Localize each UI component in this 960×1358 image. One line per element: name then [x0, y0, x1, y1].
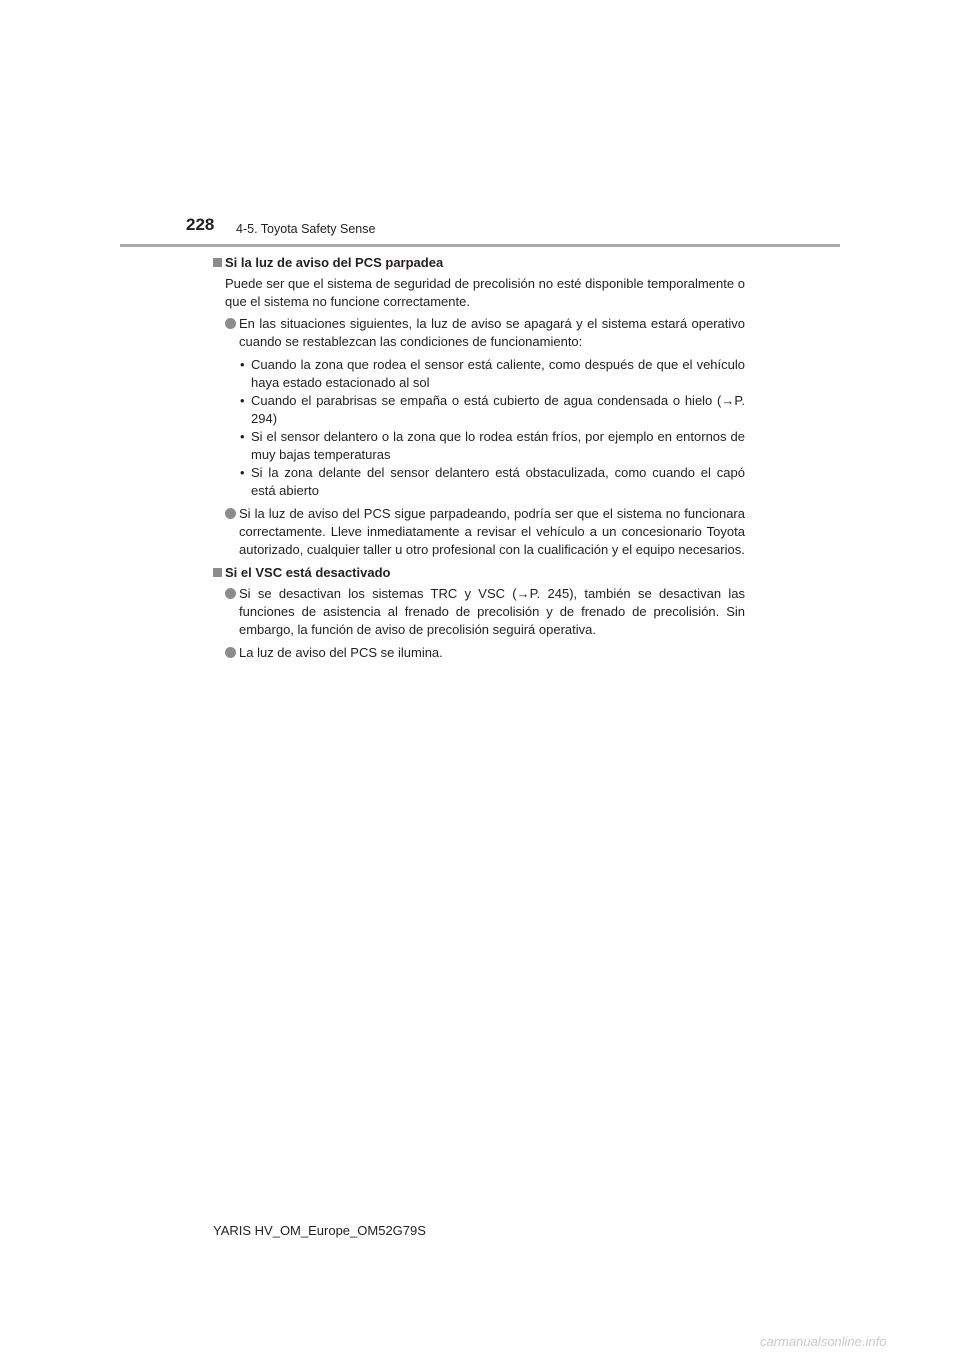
sub-item-text: Si el sensor delantero o la zona que lo rodea están fríos, por ejemplo en entornos de muy bajas temperaturas	[251, 429, 745, 462]
section-title: 4-5. Toyota Safety Sense	[236, 222, 376, 236]
sub-list-item	[239, 428, 745, 464]
list-item	[225, 505, 745, 559]
bullet-text: Si se desactivan los sistemas TRC y VSC (→P. 245), también se desactivan las funciones de asistencia al frenado de precolisión y de frenado de precolisión. Sin embargo, la función de aviso de precolisión seguirá operativa.	[239, 586, 745, 637]
watermark-text: carmanualsonline.info	[760, 1334, 887, 1349]
sub-list-item	[239, 356, 745, 392]
heading-text: Si la luz de aviso del PCS parpadea	[225, 255, 444, 270]
square-bullet-icon	[213, 258, 222, 267]
intro-paragraph: Puede ser que el sistema de seguridad de precolisión no esté disponible temporalmente o que el sistema no funcione correctamente.	[225, 276, 745, 309]
page-number: 228	[186, 215, 215, 234]
sub-bullet-marker: •	[240, 465, 245, 480]
sub-item-text: Cuando la zona que rodea el sensor está caliente, como después de que el vehículo haya estado estacionado al sol	[251, 357, 745, 390]
page-content	[213, 254, 745, 667]
sub-item-text: Cuando el parabrisas se empaña o está cubierto de agua condensada o hielo (→P. 294)	[251, 393, 745, 426]
sub-bullet-marker: •	[240, 357, 245, 372]
bullet-text: La luz de aviso del PCS se ilumina.	[239, 645, 443, 660]
bullet-text: En las situaciones siguientes, la luz de aviso se apagará y el sistema estará operativo cuando se restablezcan las condiciones de funcionamiento:	[239, 316, 745, 349]
document-footer: YARIS HV_OM_Europe_OM52G79S	[213, 1223, 426, 1238]
sub-list-item	[239, 392, 745, 428]
section-heading-pcs-flashing	[213, 254, 745, 272]
circle-bullet-icon	[225, 508, 236, 519]
sub-item-text: Si la zona delante del sensor delantero está obstaculizada, como cuando el capó está abierto	[251, 465, 745, 498]
sub-list-item	[239, 464, 745, 500]
header-rule	[120, 244, 840, 247]
sub-bullet-marker: •	[240, 429, 245, 444]
list-item	[225, 644, 745, 662]
circle-bullet-icon	[225, 318, 236, 329]
circle-bullet-icon	[225, 647, 236, 658]
heading-text: Si el VSC está desactivado	[225, 565, 391, 580]
square-bullet-icon	[213, 568, 222, 577]
list-item	[225, 315, 745, 351]
circle-bullet-icon	[225, 588, 236, 599]
section-heading-vsc-off	[213, 564, 745, 582]
bullet-text: Si la luz de aviso del PCS sigue parpadeando, podría ser que el sistema no funcionara correctamente. Lleve inmediatamente a revisar el vehículo a un concesionario Toyota autorizado, cualquier taller u otro profesional con la cualificación y el equipo necesarios.	[239, 506, 745, 557]
sub-bullet-marker: •	[240, 393, 245, 408]
list-item	[225, 585, 745, 639]
